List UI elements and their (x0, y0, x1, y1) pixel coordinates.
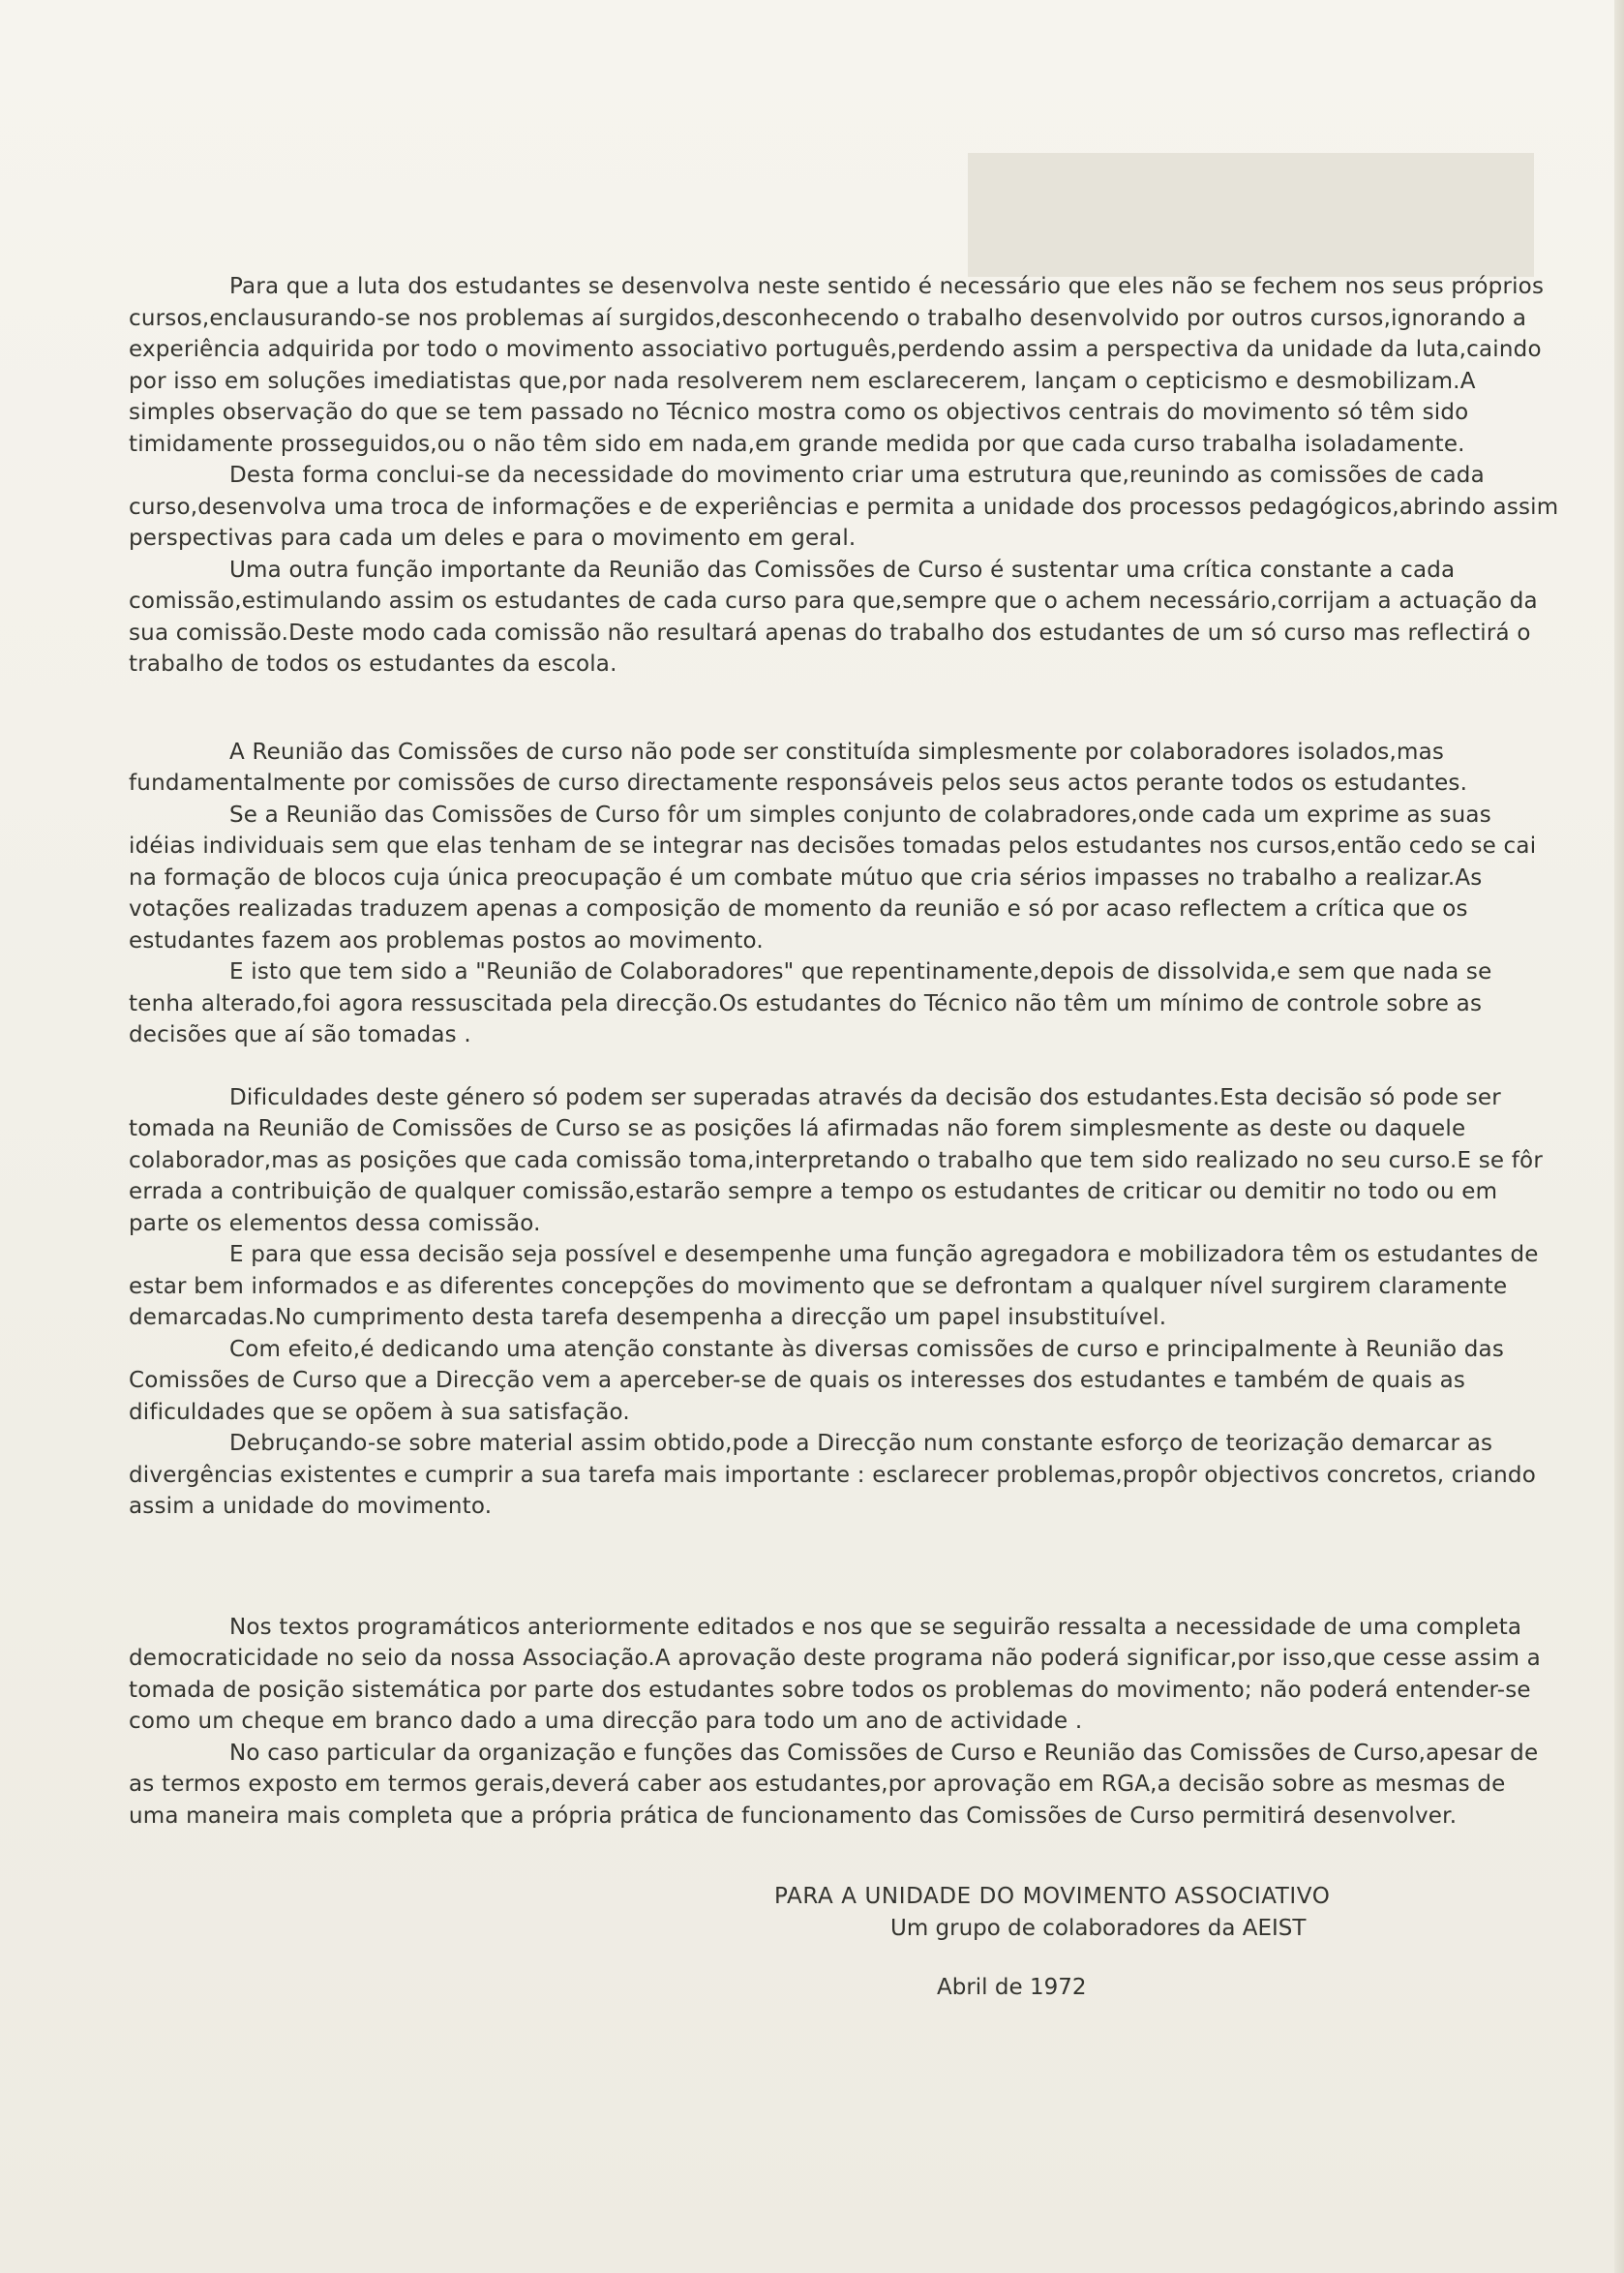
spacer (129, 1523, 1561, 1612)
spacer (129, 681, 1561, 737)
paragraph-1: Para que a luta dos estudantes se desenvolva neste sentido é necessário que eles não se fechem nos seus próprios cursos,enclausurando-se nos problemas aí surgidos,desconhecendo o trabalho desenvolvido por outros cursos,ignorando a experiência adquirida por todo o movimento associativo português,perdendo assim a perspectiva da unidade da luta,caindo por isso em soluções imediatistas que,por nada resolverem nem esclarecerem, lançam o cepticismo e desmobilizam.A simples observação do que se tem passado no Técnico mostra como os objectivos centrais do movimento só têm sido timidamente prosseguidos,ou o não têm sido em nada,em grande medida por que cada curso trabalha isoladamente. (129, 274, 1545, 457)
paragraph-6: E isto que tem sido a "Reunião de Colaboradores" que repentinamente,depois de dissolvida,e sem que nada se tenha alterado,foi agora ressuscitada pela direcção.Os estudantes do Técnico não têm um mínimo de controle sobre as decisões que aí são tomadas . (129, 959, 1492, 1047)
paragraph-2: Desta forma conclui-se da necessidade do movimento criar uma estrutura que,reunindo as comissões de cada curso,desenvolva uma troca de informações e de experiências e permita a unidade dos processos pedagógicos,abrindo assim perspectivas para cada um deles e para o movimento em geral. (129, 463, 1559, 551)
signature-block (774, 1881, 1330, 1945)
paragraph-7: Dificuldades deste género só podem ser superadas através da decisão dos estudantes.Esta decisão só pode ser tomada na Reunião de Comissões de Curso se as posições lá afirmadas não forem simplesmente as deste ou daquele colaborador,mas as posições que cada comissão toma,interpretando o trabalho que tem sido realizado no seu curso.E se fôr errada a contribuição de qualquer comissão,estarão sempre a tempo os estudantes de criticar ou demitir no todo ou em parte os elementos dessa comissão. (129, 1084, 1543, 1236)
document-body (129, 271, 1561, 1832)
paragraph-11: Nos textos programáticos anteriormente editados e nos que se seguirão ressalta a necessidade de uma completa democraticidade no seio da nossa Associação.A aprovação deste programa não poderá significar,por isso,que cesse assim a tomada de posição sistemática por parte dos estudantes sobre todos os problemas do movimento; não poderá entender-se como um cheque em branco dado a uma direcção para todo um ano de actividade . (129, 1614, 1541, 1734)
spacer (129, 1051, 1561, 1082)
paragraph-3: Uma outra função importante da Reunião das Comissões de Curso é sustentar uma crítica constante a cada comissão,estimulando assim os estudantes de cada curso para que,sempre que o achem necessário,corrijam a actuação da sua comissão.Deste modo cada comissão não resultará apenas do trabalho dos estudantes de um só curso mas reflectirá o trabalho de todos os estudantes da escola. (129, 557, 1538, 677)
paragraph-12: No caso particular da organização e funções das Comissões de Curso e Reunião das Comissões de Curso,apesar de as termos exposto em termos gerais,deverá caber aos estudantes,por aprovação em RGA,a decisão sobre as mesmas de uma maneira mais completa que a própria prática de funcionamento das Comissões de Curso permitirá desenvolver. (129, 1740, 1539, 1829)
paper-edge (1614, 0, 1624, 2273)
paragraph-5: Se a Reunião das Comissões de Curso fôr um simples conjunto de colabradores,onde cada um exprime as suas idéias individuais sem que elas tenham de se integrar nas decisões tomadas pelos estudantes nos cursos,então cedo se cai na formação de blocos cuja única preocupação é um combate mútuo que cria sérios impasses no trabalho a realizar.As votações realizadas traduzem apenas a composição de momento da reunião e só por acaso reflectem a crítica que os estudantes fazem aos problemas postos ao movimento. (129, 802, 1537, 954)
signature-title: PARA A UNIDADE DO MOVIMENTO ASSOCIATIVO (774, 1884, 1331, 1909)
document-date: Abril de 1972 (937, 1975, 1087, 2000)
paragraph-10: Debruçando-se sobre material assim obtido,pode a Direcção num constante esforço de teorização demarcar as divergências existentes e cumprir a sua tarefa mais importante : esclarecer problemas,propôr objectivos concretos, criando assim a unidade do movimento. (129, 1431, 1536, 1519)
paragraph-8: E para que essa decisão seja possível e desempenhe uma função agregadora e mobilizadora têm os estudantes de estar bem informados e as diferentes concepções do movimento que se defrontam a qualquer nível surgirem claramente demarcadas.No cumprimento desta tarefa desempenha a direcção um papel insubstituível. (129, 1242, 1539, 1330)
paragraph-9: Com efeito,é dedicando uma atenção constante às diversas comissões de curso e principalmente à Reunião das Comissões de Curso que a Direcção vem a aperceber-se de quais os interesses dos estudantes e também de quais as dificuldades que se opõem à sua satisfação. (129, 1336, 1505, 1425)
show-through-block (968, 153, 1534, 277)
signature-author: Um grupo de colaboradores da AEIST (890, 1916, 1307, 1941)
paragraph-4: A Reunião das Comissões de curso não pode ser constituída simplesmente por colaboradores isolados,mas fundamentalmente por comissões de curso directamente responsáveis pelos seus actos perante todos os estudantes. (129, 739, 1468, 796)
